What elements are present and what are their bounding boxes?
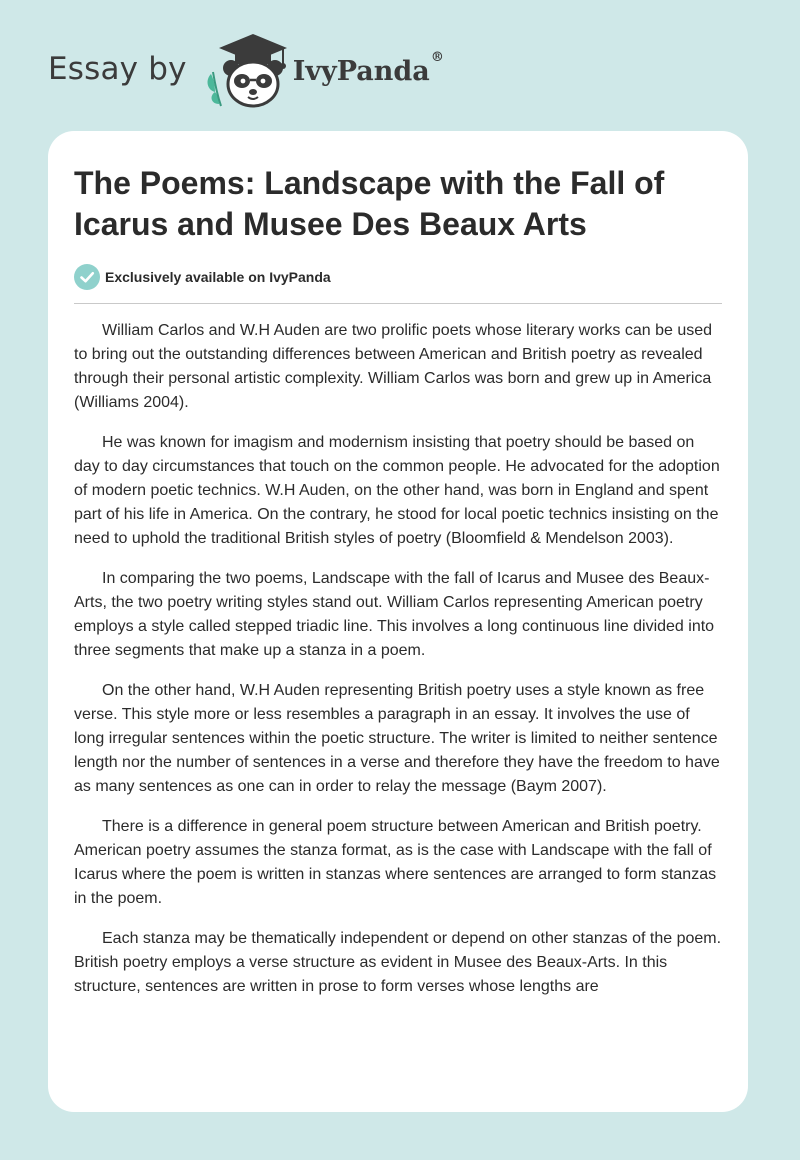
brand-prefix: Essay by: [48, 51, 187, 87]
site-logo[interactable]: [48, 28, 444, 110]
essay-card: [48, 131, 748, 1112]
panda-logo-icon: [201, 28, 293, 110]
divider: [74, 303, 722, 304]
paragraph: He was known for imagism and modernism insisting that poetry should be based on day to day circumstances that touch on the common people. He advocated for the adoption of modern poetic technics. W.H Auden, on the other hand, was born in England and spent part of his life in America. On the contrary, he stood for local poetic technics insisting on the need to uphold the traditional British styles of poetry (Bloomfield & Mendelson 2003).: [74, 434, 720, 547]
brand-name-text: IvyPanda: [292, 55, 430, 87]
paragraph: On the other hand, W.H Auden representing British poetry uses a style known as free verse. This style more or less resembles a paragraph in an essay. It involves the use of long irregular sentences within the poetic structure. The writer is limited to neither sentence length nor the number of sentences in a verse and therefore they have the freedom to have as many sentences as one can in order to relay the message (Baym 2007).: [74, 682, 720, 795]
essay-body: [74, 319, 724, 1015]
paragraph: There is a difference in general poem structure between American and British poetry. American poetry assumes the stanza format, as is the case with Landscape with the fall of Icarus where the poem is written in stanzas where sentences are arranged to form stanzas in the poem.: [74, 818, 717, 907]
exclusive-badge: [74, 264, 331, 290]
exclusive-label: Exclusively available on IvyPanda: [105, 269, 331, 285]
paragraph: In comparing the two poems, Landscape with the fall of Icarus and Musee des Beaux-Arts, the two poetry writing styles stand out. William Carlos representing American poetry employs a style called stepped triadic line. This involves a long continuous line divided into three segments that make up a stanza in a poem.: [74, 570, 715, 659]
check-circle-icon: [74, 264, 100, 290]
brand-name: [292, 49, 444, 87]
paragraph: William Carlos and W.H Auden are two prolific poets whose literary works can be used to bring out the outstanding differences between American and British poetry as revealed through their personal artistic complexity. William Carlos was born and grew up in America (Williams 2004).: [74, 322, 713, 411]
registered-mark: ®: [430, 49, 444, 65]
page-title: The Poems: Landscape with the Fall of Icarus and Musee Des Beaux Arts: [74, 165, 665, 242]
paragraph: Each stanza may be thematically independent or depend on other stanzas of the poem. British poetry employs a verse structure as evident in Musee des Beaux-Arts. In this structure, sentences are written in prose to form verses whose lengths are: [74, 930, 722, 995]
